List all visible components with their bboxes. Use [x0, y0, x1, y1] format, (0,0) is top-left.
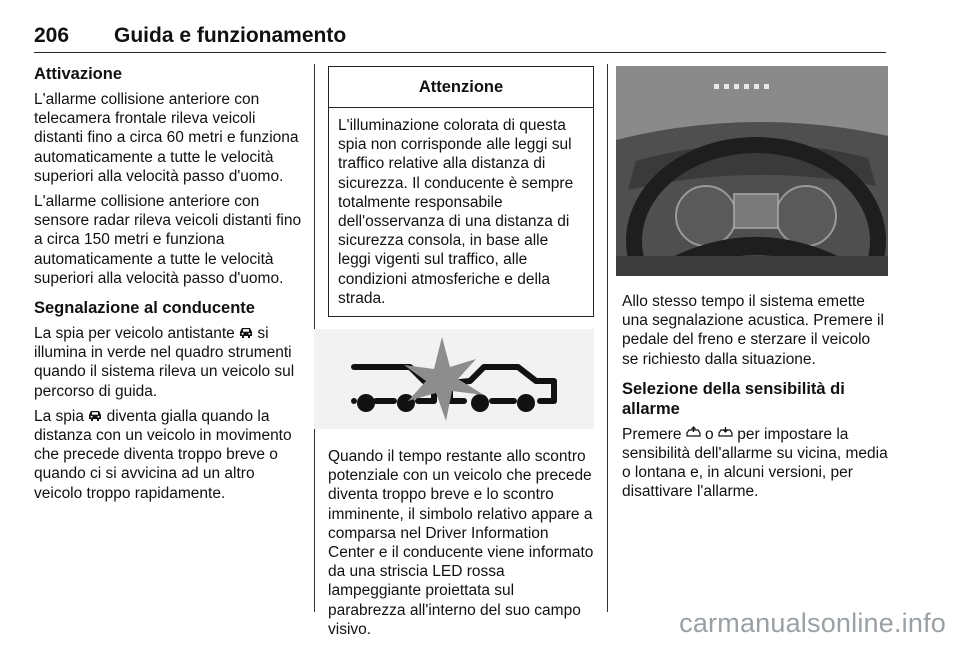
paragraph: La spia diventa gialla quando la distanza con un veicolo in movimento che precede diventa troppo breve o quando ci si avvicina ad un altro veicolo troppo rapidamente.: [34, 407, 292, 502]
paragraph: La spia per veicolo antistante si illumina in verde nel quadro strumenti quando il sistema rileva un veicolo sul percorso di guida.: [34, 325, 295, 400]
paragraph: Allo stesso tempo il sistema emette una segnalazione acustica. Premere il pedale del freno e sterzare il veicolo se richiesto dalla situazione.: [622, 293, 884, 368]
heading-activation: Attivazione: [34, 65, 123, 83]
page-number: 206: [34, 24, 70, 47]
warning-box: [328, 66, 594, 317]
column-left: [34, 64, 302, 509]
sensitivity-up-icon: [686, 426, 701, 439]
paragraph: Quando il tempo restante allo scontro potenziale con un veicolo che precede diventa troppo breve e lo scontro imminente, il simbolo relativo appare a comparsa nel Driver Information Center e il conducente viene informato da una striscia LED rossa lampeggiante proiettata sul parabrezza all'interno del suo campo visivo.: [328, 448, 594, 638]
collision-warning-symbol: [314, 329, 594, 429]
vehicle-ahead-icon: [239, 327, 253, 338]
windshield-led-strip-illustration: [616, 66, 888, 276]
paragraph: Premere o per impostare la sensibilità dell'allarme su vicina, media o lontana e, in alcuni versioni, per disattivare l'allarme.: [622, 425, 888, 501]
warning-title: Attenzione: [329, 67, 593, 108]
column-divider: [607, 64, 608, 612]
watermark: carmanualsonline.info: [679, 608, 946, 638]
vehicle-ahead-icon: [88, 410, 102, 421]
section-title: Guida e funzionamento: [114, 24, 347, 47]
column-middle: [328, 64, 594, 645]
sensitivity-down-icon: [718, 426, 733, 439]
column-right: [622, 64, 888, 508]
heading-sensitivity: Selezione della sensibilità di allarme: [622, 379, 845, 418]
paragraph: L'allarme collisione anteriore con sensore radar rileva veicoli distanti fino a circa 150 metri e funziona automaticamente a tutte le velocità superiori alla velocità passo d'uomo.: [34, 193, 302, 287]
warning-body: L'illuminazione colorata di questa spia non corrisponde alle leggi sul traffico relative alla distanza di sicurezza. Il conducente è sempre totalmente responsabile dell'osservanza di una distanza di sicurezza consola, in base alle leggi vigenti sul traffico, alle condizioni atmosferiche e della strada.: [338, 117, 574, 307]
paragraph: L'allarme collisione anteriore con telecamera frontale rileva veicoli distanti fino a circa 60 metri e funziona automaticamente a tutte le velocità superiori alla velocità passo d'uomo.: [34, 91, 299, 185]
heading-driver-alert: Segnalazione al conducente: [34, 299, 255, 318]
page-header: [34, 22, 886, 53]
